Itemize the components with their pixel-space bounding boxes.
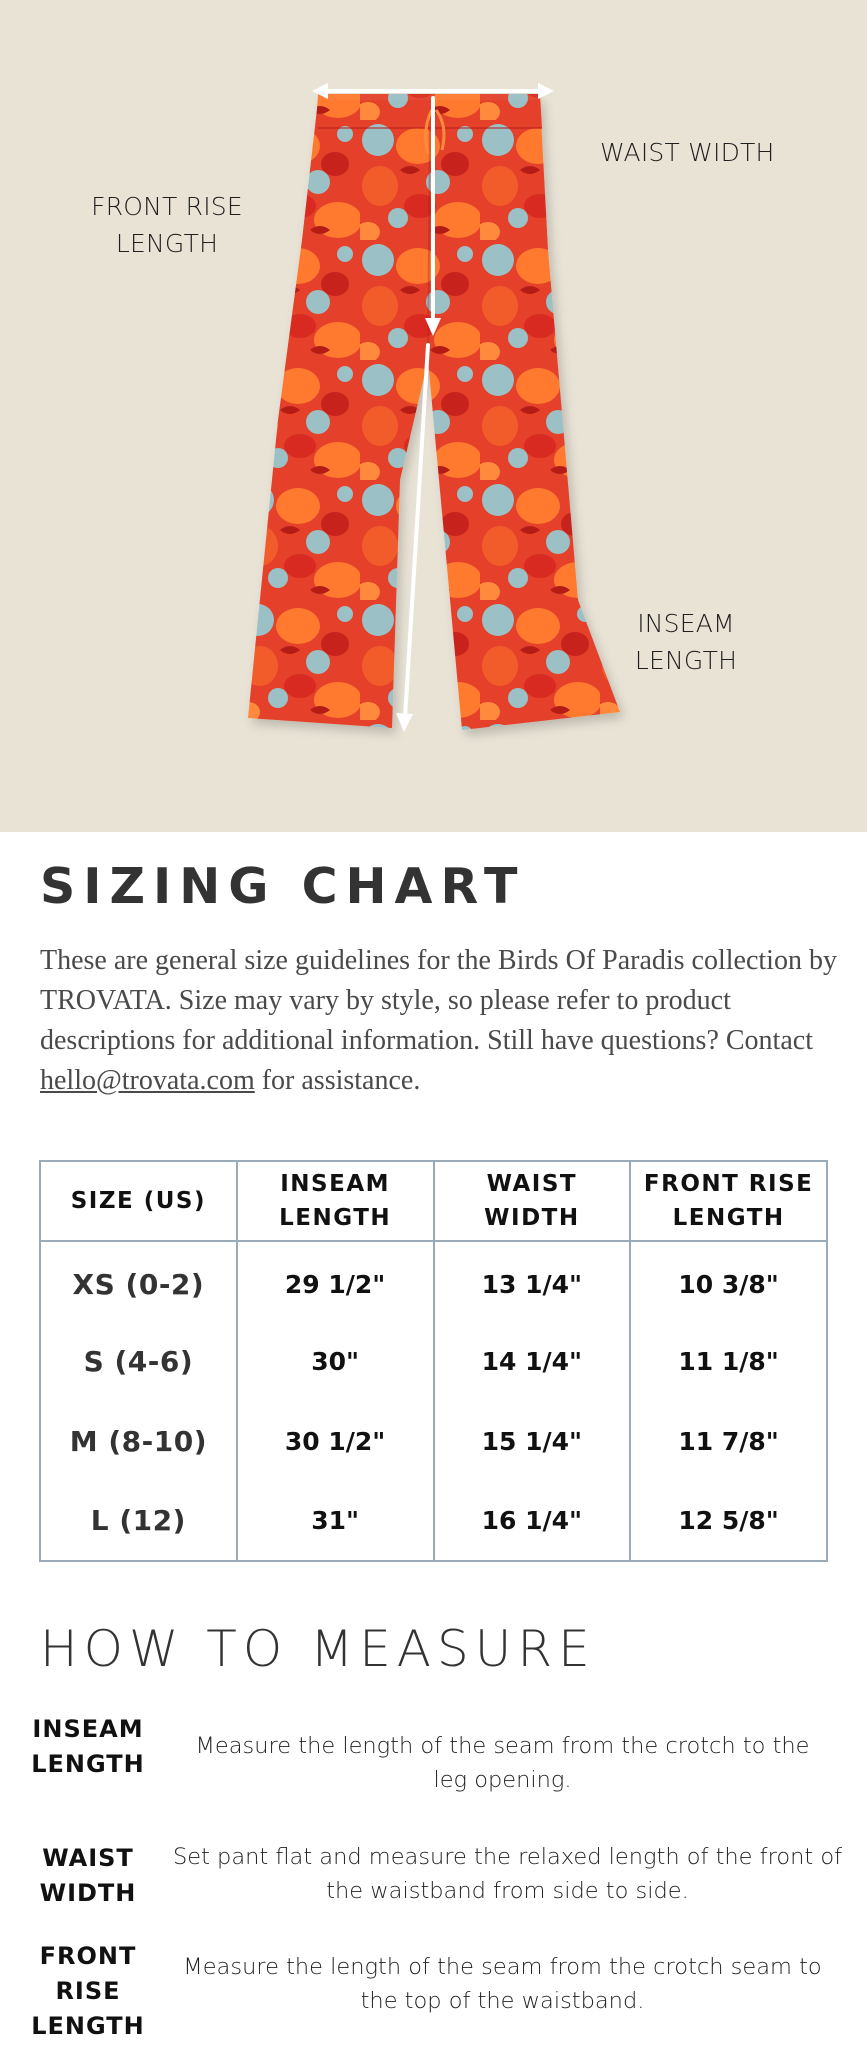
sizing-intro-paragraph [40, 941, 840, 1101]
waist-cell: 15 1/4" [434, 1401, 631, 1481]
header-front-rise-length: FRONT RISE LENGTH [630, 1161, 827, 1241]
measure-label-front-rise: FRONT RISE LENGTH [31, 1942, 145, 2040]
waist-cell: 16 1/4" [434, 1481, 631, 1561]
table-header-row [40, 1161, 827, 1241]
waist-cell: 14 1/4" [434, 1321, 631, 1401]
front-rise-cell: 11 1/8" [630, 1321, 827, 1401]
inseam-cell: 30 1/2" [237, 1401, 434, 1481]
table-row [40, 1321, 827, 1401]
how-to-measure-title: HOW TO MEASURE [40, 1620, 596, 1678]
inseam-cell: 31" [237, 1481, 434, 1561]
inseam-cell: 29 1/2" [237, 1241, 434, 1321]
measure-desc-front-rise: Measure the length of the seam from the crotch seam to the top of the waistband. [183, 1954, 822, 2014]
product-hero-image [0, 0, 867, 832]
size-cell: S (4-6) [83, 1344, 194, 1378]
measure-label-inseam: INSEAM LENGTH [31, 1715, 145, 1778]
sizing-chart-title: SIZING CHART [40, 858, 526, 915]
sizing-table [39, 1160, 828, 1562]
waist-width-label: WAIST WIDTH [600, 138, 775, 167]
size-cell: M (8-10) [69, 1424, 208, 1458]
waist-cell: 13 1/4" [434, 1241, 631, 1321]
table-row [40, 1401, 827, 1481]
front-rise-cell: 12 5/8" [630, 1481, 827, 1561]
front-rise-length-label: FRONT RISE LENGTH [91, 192, 243, 258]
header-inseam-length: INSEAM LENGTH [237, 1161, 434, 1241]
front-rise-cell: 10 3/8" [630, 1241, 827, 1321]
measure-desc-inseam: Measure the length of the seam from the crotch to the leg opening. [195, 1733, 810, 1793]
table-row [40, 1241, 827, 1321]
pants-illustration [0, 0, 867, 832]
header-size: SIZE (US) [70, 1188, 207, 1214]
contact-email-link[interactable]: hello@trovata.com [40, 1065, 255, 1096]
front-rise-cell: 11 7/8" [630, 1401, 827, 1481]
size-cell: XS (0-2) [72, 1268, 205, 1301]
inseam-cell: 30" [237, 1321, 434, 1401]
header-waist-width: WAIST WIDTH [434, 1161, 631, 1241]
table-row [40, 1481, 827, 1561]
measure-label-waist: WAIST WIDTH [39, 1844, 137, 1907]
size-cell: L (12) [90, 1504, 186, 1537]
measure-desc-waist: Set pant flat and measure the relaxed length of the front of the waistband from side to side. [172, 1844, 843, 1904]
inseam-length-label: INSEAM LENGTH [634, 609, 738, 675]
intro-suffix: for assistance. [254, 1065, 421, 1096]
intro-text: These are general size guidelines for the Birds Of Paradis collection by TROVATA. Size may vary by style, so please refer to product descriptions for additional information. Still have questions? Contact [40, 945, 837, 1056]
